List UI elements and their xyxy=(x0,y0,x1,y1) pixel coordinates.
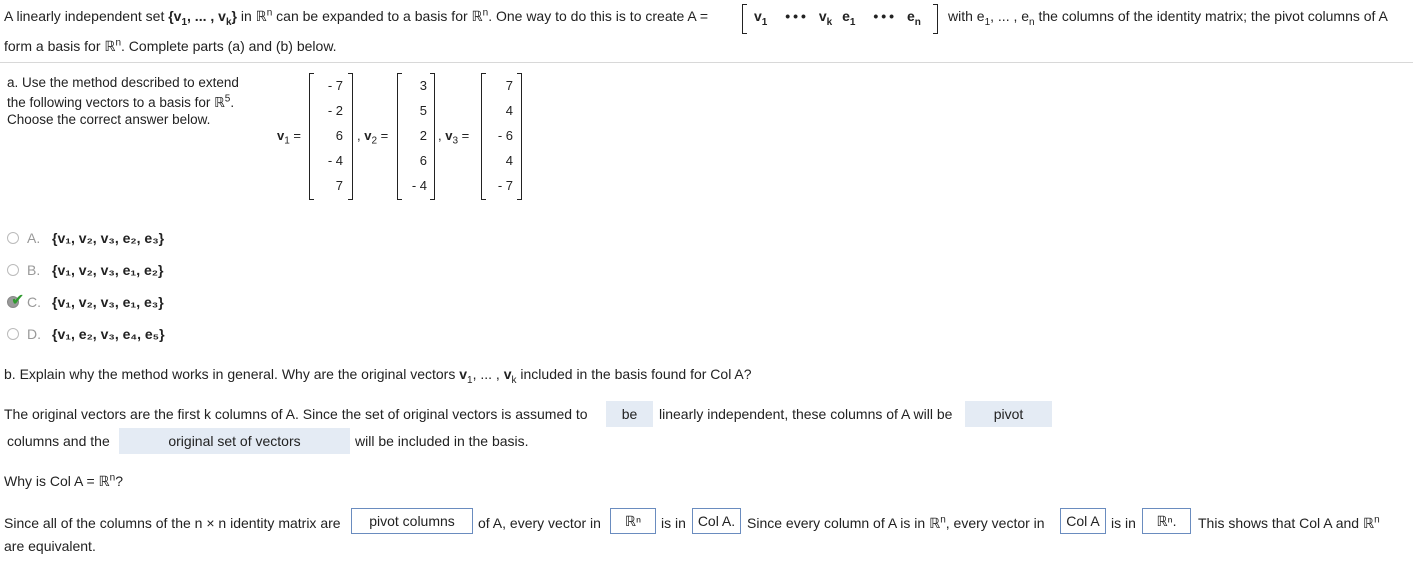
sentence-3-part-3: is in xyxy=(661,515,686,531)
vector-entry: 3 xyxy=(419,78,427,93)
vector-entry: - 6 xyxy=(497,128,513,143)
sentence-3-part-6: is in xyxy=(1111,515,1136,531)
answer-original-set[interactable]: original set of vectors xyxy=(119,428,350,454)
vector-entry: 7 xyxy=(505,78,513,93)
correct-check-icon: ✔ xyxy=(11,292,25,309)
vector-entry: 4 xyxy=(505,153,513,168)
v1-label: $v_1$ = xyxy=(277,128,302,147)
matrix-a-columns: $v_1$ ••• $v_k$ $e_1$ ••• $e_n$ xyxy=(754,8,921,28)
sentence-3-part-7: This shows that Col A and ℝ$^n$ xyxy=(1198,514,1380,531)
intro-text: A linearly independent set xyxy=(4,8,165,24)
intro-line-1: A linearly independent set {$v_1$, ... , $v_k$} in ℝ$^n$ can be expanded to a basis for ℝ$^n$. One way to do this is to create A = xyxy=(4,7,709,28)
vector-entry: - 2 xyxy=(327,103,343,118)
v2-label: , $v_2$ = xyxy=(357,128,389,147)
vector-set: {$v_1$, ... , $v_k$} xyxy=(168,8,237,28)
option-text[interactable]: {v₁, e₂, v₃, e₄, e₅} xyxy=(52,326,165,342)
v3-right-bracket xyxy=(517,73,522,200)
vector-entry: 2 xyxy=(419,128,427,143)
sentence-3-part-4: Since every column of A is in ℝ$^n$, every vector in xyxy=(747,514,1045,531)
sentence-4: are equivalent. xyxy=(4,538,96,554)
option-radio-d[interactable] xyxy=(7,328,19,340)
part-b-question: b. Explain why the method works in general. Why are the original vectors $v_1$, ... , $v_k$ included in the basis found for Col A? xyxy=(4,366,752,386)
matrix-left-bracket xyxy=(742,4,747,34)
intro-line-2: form a basis for ℝ$^n$. Complete parts (a) and (b) below. xyxy=(4,37,337,54)
vector-entry: - 4 xyxy=(411,178,427,193)
sentence-3-part-2: of A, every vector in xyxy=(478,515,601,531)
option-radio-a[interactable] xyxy=(7,232,19,244)
sentence-1-part-2: linearly independent, these columns of A will be xyxy=(659,406,953,422)
option-text[interactable]: {v₁, v₂, v₃, e₂, e₃} xyxy=(52,230,165,246)
sentence-3-part-1: Since all of the columns of the n × n identity matrix are xyxy=(4,515,341,531)
option-letter: B. xyxy=(27,262,41,278)
answer-be[interactable]: be xyxy=(606,401,653,427)
divider xyxy=(0,62,1413,63)
intro-line-1-end: with $e_1$, ... , $e_n$ the columns of the identity matrix; the pivot columns of A xyxy=(948,8,1388,28)
answer-rn-1[interactable]: ℝⁿ xyxy=(610,508,656,534)
answer-pivot-columns[interactable]: pivot columns xyxy=(351,508,473,534)
vector-entry: 4 xyxy=(505,103,513,118)
vector-entry: - 4 xyxy=(327,153,343,168)
matrix-right-bracket xyxy=(933,4,938,34)
option-radio-b[interactable] xyxy=(7,264,19,276)
answer-col-a-1[interactable]: Col A. xyxy=(692,508,741,534)
why-question: Why is Col A = ℝ$^n$? xyxy=(4,472,123,489)
option-letter: D. xyxy=(27,326,41,342)
vector-entry: 7 xyxy=(335,178,343,193)
answer-col-a-2[interactable]: Col A xyxy=(1060,508,1106,534)
vector-entry: 5 xyxy=(419,103,427,118)
option-text[interactable]: {v₁, v₂, v₃, e₁, e₂} xyxy=(52,262,164,278)
option-letter: C. xyxy=(27,294,41,310)
v1-right-bracket xyxy=(348,73,353,200)
sentence-2-part-1: columns and the xyxy=(7,433,110,449)
answer-pivot[interactable]: pivot xyxy=(965,401,1052,427)
option-letter: A. xyxy=(27,230,41,246)
v2-right-bracket xyxy=(430,73,435,200)
answer-rn-2[interactable]: ℝⁿ. xyxy=(1142,508,1191,534)
sentence-2-part-2: will be included in the basis. xyxy=(355,433,529,449)
vector-entry: - 7 xyxy=(327,78,343,93)
vector-entry: 6 xyxy=(419,153,427,168)
sentence-1-part-1: The original vectors are the first k columns of A. Since the set of original vectors is assumed to xyxy=(4,406,588,422)
option-text[interactable]: {v₁, v₂, v₃, e₁, e₃} xyxy=(52,294,164,310)
vector-entry: - 7 xyxy=(497,178,513,193)
v3-label: , $v_3$ = xyxy=(438,128,470,147)
vector-entry: 6 xyxy=(335,128,343,143)
part-a-prompt: a. Use the method described to extend the following vectors to a basis for ℝ$^5$. Choose the correct answer below. xyxy=(7,75,239,127)
